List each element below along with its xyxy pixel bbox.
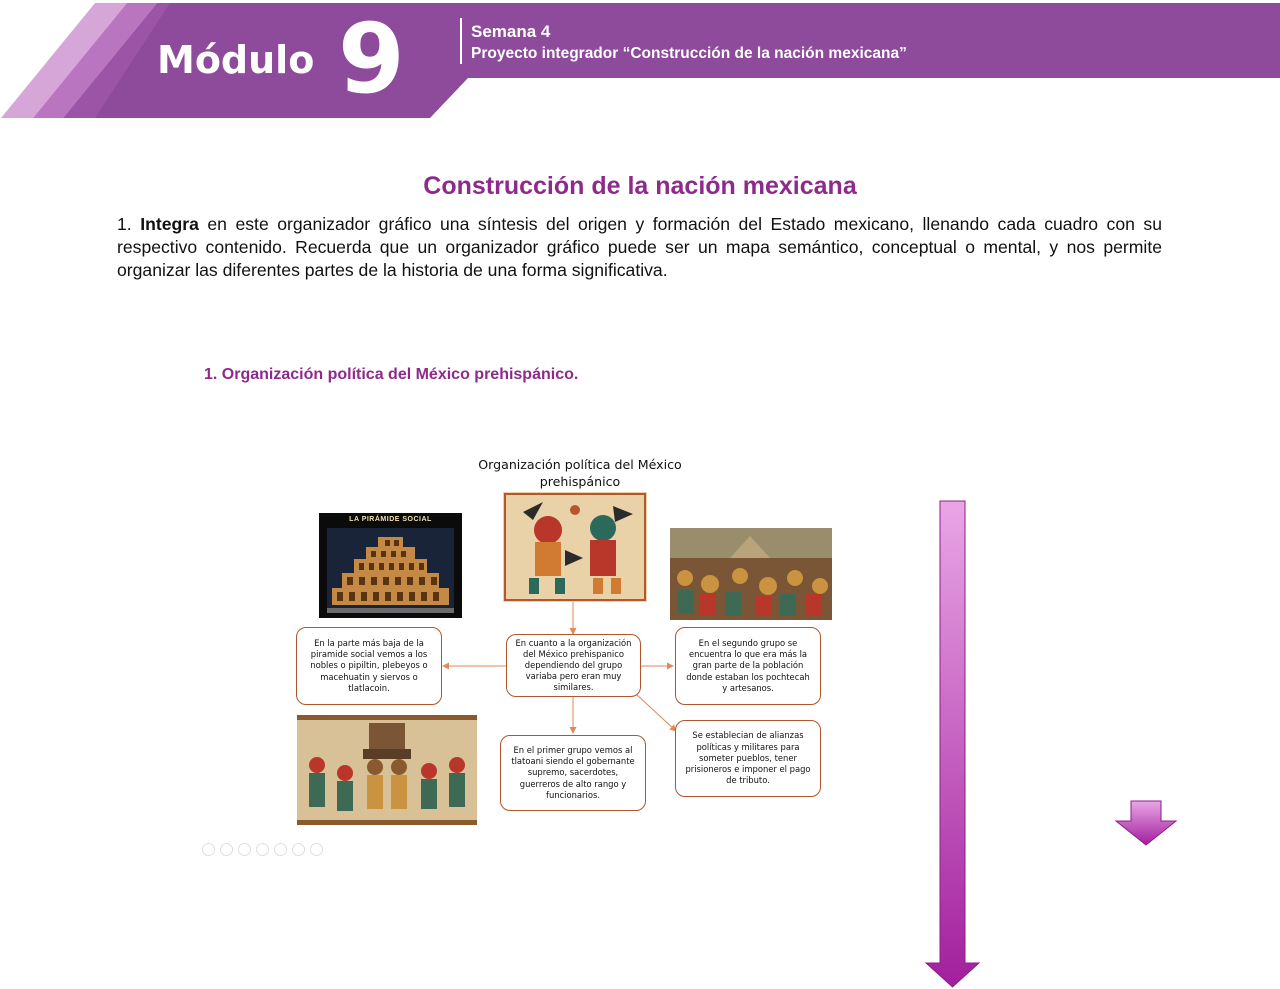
dot (292, 843, 305, 856)
dot (310, 843, 323, 856)
left-box-text: En la parte más baja de la piramide social vemos a los nobles o pipiltin, plebeyos o macehuatin y siervos o tlatlacoin. (310, 637, 428, 693)
organizer-title: Organización política del México prehispánico (478, 457, 682, 489)
faint-dots (202, 843, 323, 856)
mural-image (670, 528, 832, 620)
module-number: 9 (338, 3, 405, 115)
pyramid-illustration (319, 513, 462, 618)
left-text-box (296, 627, 442, 705)
connector-diagonal (636, 694, 676, 731)
bottom-right-box-text: Se establecian de alianzas políticas y militares para someter pueblos, tener prisioneros e imponer el pago de tributo. (685, 730, 811, 786)
dot (274, 843, 287, 856)
project-label: Proyecto integrador “Construcción de la nación mexicana” (471, 45, 907, 62)
social-pyramid-image (319, 513, 462, 618)
week-label: Semana 4 (471, 22, 551, 41)
section-heading: 1. Organización política del México prehispánico. (204, 366, 579, 383)
right-text-box (675, 627, 821, 705)
dot (256, 843, 269, 856)
small-down-arrow-icon (1115, 800, 1179, 848)
module-label: Módulo (157, 38, 315, 82)
center-box-text: En cuanto a la organización del México prehispanico dependiendo del grupo variaba pero eran muy similares. (515, 637, 632, 693)
temple-scene-image (297, 715, 477, 825)
bottom-text-box (500, 735, 646, 811)
pyramid-caption: LA PIRÁMIDE SOCIAL (349, 516, 432, 523)
dot (220, 843, 233, 856)
instruction-verb: Integra (140, 214, 199, 234)
instruction-text: en este organizador gráfico una síntesis del origen y formación del Estado mexicano, llenando cada cuadro con su respectivo contenido. Recuerda que un organizador gráfico puede ser un mapa semántico, conceptual o mental, y nos permite organizar las diferentes partes de la historia de una forma significativa. (117, 214, 1162, 280)
mural-illustration (670, 528, 832, 620)
document-title: Construcción de la nación mexicana (423, 172, 857, 200)
instruction-number: 1. (117, 214, 132, 234)
codex-image (503, 492, 647, 602)
right-box-text: En el segundo grupo se encuentra lo que era más la gran parte de la población donde estaban los pochtecah y artesanos. (686, 637, 810, 693)
dot (238, 843, 251, 856)
bottom-right-text-box (675, 720, 821, 797)
dot (202, 843, 215, 856)
codex-illustration (503, 492, 647, 602)
center-text-box (506, 634, 641, 697)
temple-illustration (297, 715, 477, 825)
bottom-box-text: En el primer grupo vemos al tlatoani siendo el gobernante supremo, sacerdotes, guerreros de alto rango y funcionarios. (511, 744, 635, 800)
long-down-arrow-icon (925, 500, 981, 989)
